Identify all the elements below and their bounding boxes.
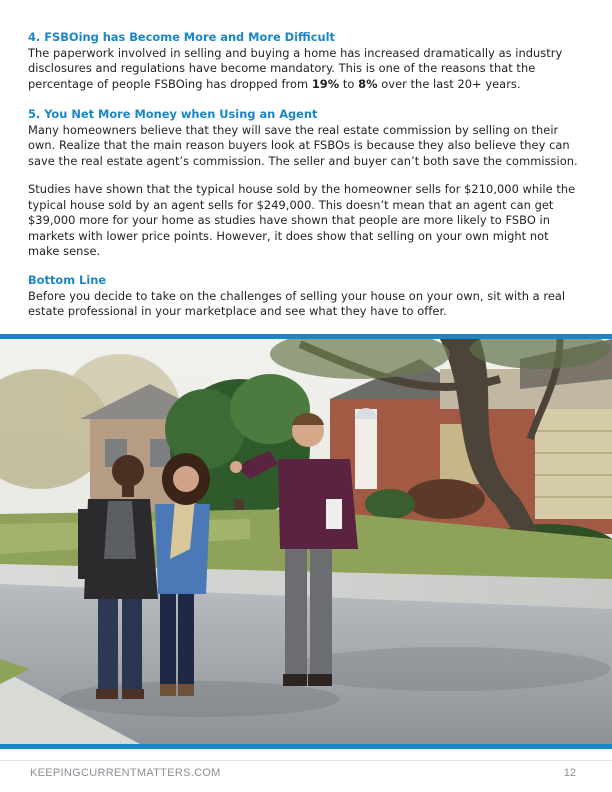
paragraph-line: estate professional in your marketplace and see what they have to offer. <box>28 304 447 318</box>
paragraph-line: markets with lower price points. However, it does show that selling on your own might not <box>28 228 549 243</box>
paragraph-line: save the real estate agent’s commission. The seller and buyer can’t both save the commission. <box>28 153 578 168</box>
paragraph-line: Studies have shown that the typical house sold by the homeowner sells for $210,000 while the <box>28 182 576 196</box>
page-number: 12 <box>563 767 576 779</box>
paragraph-line: make sense. <box>28 244 101 258</box>
footer-website: KEEPINGCURRENTMATTERS.COM <box>30 767 221 779</box>
neighborhood-walk-photo <box>0 339 612 744</box>
paragraph-line: own. Realize that the main reason buyers look at FSBOs is because they also believe they can <box>28 138 570 152</box>
paragraph-line: percentage of people FSBOing has dropped from <box>28 76 312 91</box>
paragraph-line: to <box>339 76 359 91</box>
section-fsboing-difficult <box>28 30 588 92</box>
section-net-more-money <box>28 107 588 169</box>
paragraph-line: $39,000 more for your home as studies have shown that people are more likely to FSBO in <box>28 213 551 227</box>
section-heading: 4. FSBOing has Become More and More Difficult <box>28 30 335 44</box>
stat-19-percent: 19% <box>311 76 340 91</box>
paragraph-line: disclosures and regulations have become mandatory. This is one of the reasons that the <box>28 61 536 75</box>
section-heading: Bottom Line <box>28 273 107 287</box>
paragraph <box>28 123 588 170</box>
stat-8-percent: 8% <box>358 76 378 91</box>
section-bottom-line <box>28 273 588 320</box>
photo-border-bottom <box>0 744 612 749</box>
paragraph <box>28 182 588 260</box>
paragraph <box>28 289 588 320</box>
section-studies <box>28 182 588 260</box>
section-heading: 5. You Net More Money when Using an Agent <box>28 107 318 121</box>
paragraph-line: typical house sold by an agent sells for $249,000. This doesn’t mean that an agent can get <box>28 197 554 212</box>
paragraph-line: Many homeowners believe that they will save the real estate commission by selling on their <box>28 122 559 137</box>
paragraph-line: The paperwork involved in selling and buying a home has increased dramatically as industry <box>28 45 563 60</box>
paragraph-line: over the last 20+ years. <box>377 76 521 91</box>
paragraph-line: Before you decide to take on the challenges of selling your house on your own, sit with a real <box>28 288 566 303</box>
paragraph <box>28 46 588 93</box>
footer-divider <box>0 760 612 761</box>
